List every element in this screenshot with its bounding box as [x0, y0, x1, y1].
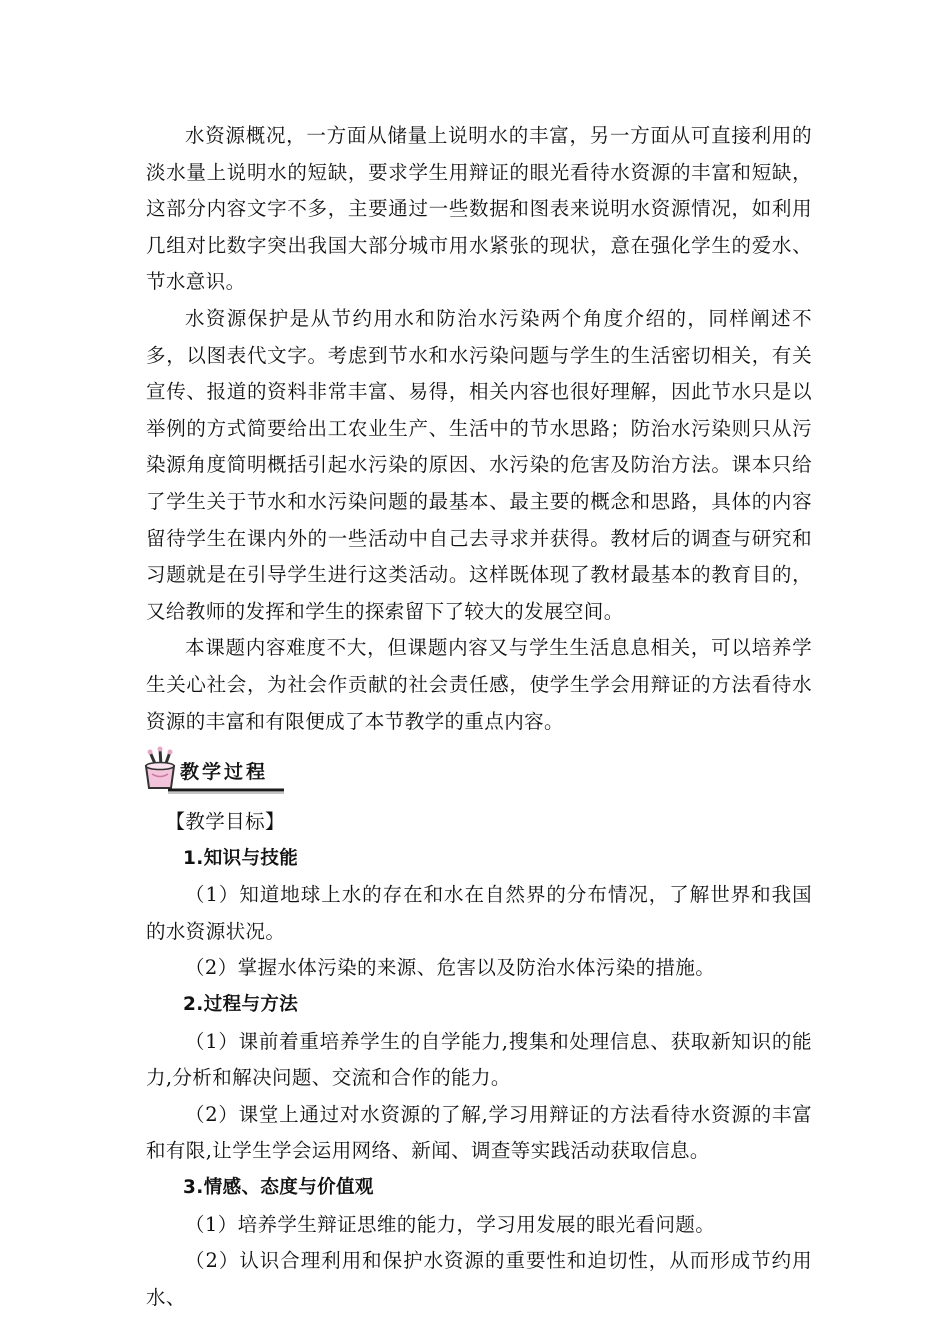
section-banner-label: 教学过程 — [180, 761, 269, 784]
objective-heading-1: 1.知识与技能 — [183, 847, 299, 869]
objective-item: （2）课堂上通过对水资源的了解,学习用辩证的方法看待水资源的丰富和有限,让学生学会运用网络、新闻、调查等实践活动获取信息。 — [146, 1102, 812, 1163]
objectives-tag: 【教学目标】 — [165, 810, 285, 834]
objective-item: （1）培养学生辩证思维的能力，学习用发展的眼光看问题。 — [185, 1212, 716, 1236]
section-banner — [138, 746, 812, 796]
intro-paragraph-2: 水资源保护是从节约用水和防治水污染两个角度介绍的，同样阐述不多，以图表代文字。考虑到节水和水污染问题与学生的生活密切相关，有关宣传、报道的资料非常丰富、易得，相关内容也很好理解，因此节水只是以举例的方式简要给出工农业生产、生活中的节水思路；防治水污染则只从污染源角度简明概括引起水污染的原因、水污染的危害及防治方法。课本只给了学生关于节水和水污染问题的最基本、最主要的概念和思路，具体的内容留待学生在课内外的一些活动中自己去寻求并获得。教材后的调查与研究和习题就是在引导学生进行这类活动。这样既体现了教材最基本的教育目的，又给教师的发挥和学生的探索留下了较大的发展空间。 — [146, 306, 812, 623]
objective-item: （1）知道地球上水的存在和水在自然界的分布情况，了解世界和我国的水资源状况。 — [146, 883, 812, 943]
intro-paragraph-1: 水资源概况，一方面从储量上说明水的丰富，另一方面从可直接利用的淡水量上说明水的短缺，要求学生用辩证的眼光看待水资源的丰富和短缺，这部分内容文字不多，主要通过一些数据和图表来说明水资源情况，如利用几组对比数字突出我国大部分城市用水紧张的现状，意在强化学生的爱水、节水意识。 — [146, 124, 812, 294]
objective-heading-3: 3.情感、态度与价值观 — [183, 1177, 374, 1199]
objective-item: （2）认识合理利用和保护水资源的重要性和迫切性，从而形成节约用水、 — [146, 1249, 812, 1309]
objective-item: （2）掌握水体污染的来源、危害以及防治水体污染的措施。 — [185, 956, 716, 980]
intro-paragraph-3: 本课题内容难度不大，但课题内容又与学生生活息息相关，可以培养学生关心社会，为社会作贡献的社会责任感，使学生学会用辩证的方法看待水资源的丰富和有限便成了本节教学的重点内容。 — [146, 636, 812, 733]
objective-heading-2: 2.过程与方法 — [183, 994, 299, 1016]
objective-item: （1）课前着重培养学生的自学能力,搜集和处理信息、获取新知识的能力,分析和解决问题、交流和合作的能力。 — [146, 1029, 812, 1090]
document-page — [146, 118, 812, 1316]
